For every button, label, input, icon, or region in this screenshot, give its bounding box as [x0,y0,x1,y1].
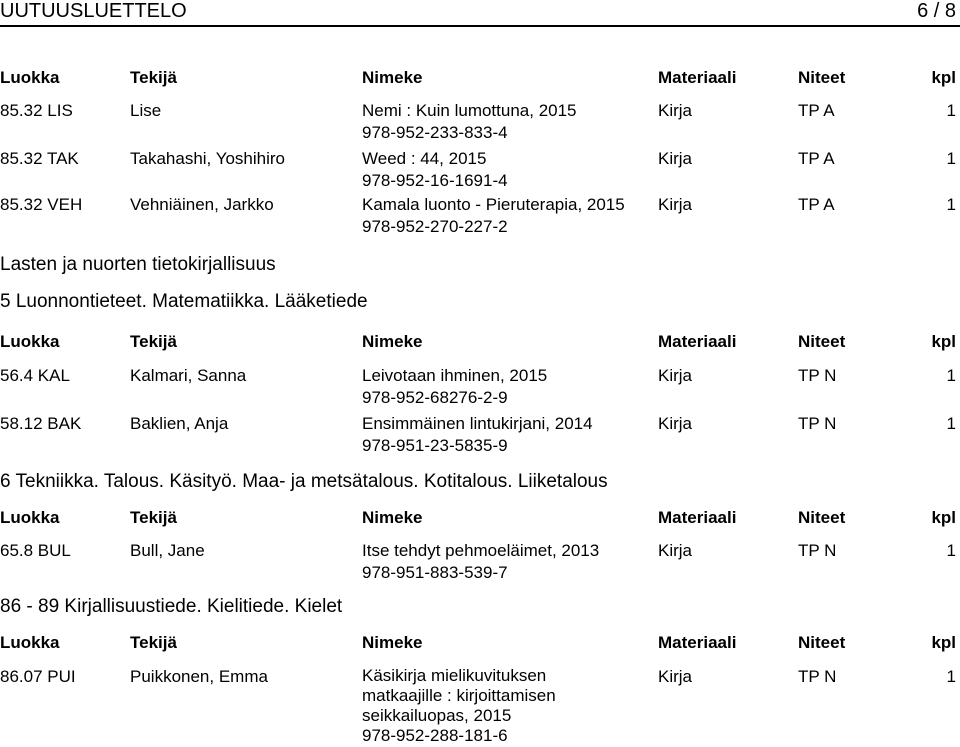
header-rule [0,25,960,27]
table-row [0,540,960,584]
row-title: Kamala luonto - Pieruterapia, 2015 [362,195,625,214]
col-kpl: kpl [931,633,956,652]
row-tekija: Kalmari, Sanna [130,366,247,385]
col-tekija: Tekijä [130,332,177,351]
col-kpl: kpl [931,332,956,351]
row-niteet: TP N [798,667,837,686]
col-nimeke: Nimeke [362,332,423,351]
row-luokka: 85.32 VEH [0,195,83,214]
row-nimeke [362,413,652,457]
section-heading [0,254,960,276]
col-nimeke: Nimeke [362,508,423,527]
col-materiaali: Materiaali [658,332,737,351]
page-header [0,0,960,22]
subsection-86-89 [0,596,960,618]
row-kpl: 1 [946,195,956,214]
row-luokka: 56.4 KAL [0,366,70,385]
column-headers-block [0,331,960,353]
row-tekija: Vehniäinen, Jarkko [130,195,274,214]
col-niteet: Niteet [798,332,846,351]
table-row [0,148,960,192]
row-materiaali: Kirja [658,101,693,120]
row-tekija: Bull, Jane [130,541,205,560]
row-niteet: TP N [798,414,837,433]
col-kpl: kpl [931,508,956,527]
row-kpl: 1 [946,541,956,560]
row-title: Leivotaan ihminen, 2015 [362,366,548,385]
row-isbn: 978-952-233-833-4 [362,123,508,142]
section-title: Lasten ja nuorten tietokirjallisuus [0,254,276,275]
row-materiaali: Kirja [658,414,693,433]
page-number: 6 / 8 [917,0,956,22]
column-headers-block [0,632,960,654]
row-title: Weed : 44, 2015 [362,149,487,168]
row-isbn: 978-951-23-5835-9 [362,436,508,455]
row-luokka: 85.32 LIS [0,101,73,120]
row-kpl: 1 [946,667,956,686]
row-nimeke [362,194,662,238]
col-niteet: Niteet [798,68,846,87]
subsection-title: 6 Tekniikka. Talous. Käsityö. Maa- ja metsätalous. Kotitalous. Liiketalous [0,471,608,492]
row-nimeke [362,540,652,584]
column-headers [0,632,960,654]
row-tekija: Takahashi, Yoshihiro [130,149,286,168]
row-luokka: 86.07 PUI [0,667,76,686]
col-luokka: Luokka [0,68,60,87]
table-row [0,194,960,238]
table-row [0,100,960,144]
row-isbn: 978-952-270-227-2 [362,217,508,236]
row-materiaali: Kirja [658,149,693,168]
column-headers [0,331,960,353]
row-materiaali: Kirja [658,366,693,385]
row-tekija: Puikkonen, Emma [130,667,268,686]
col-materiaali: Materiaali [658,68,737,87]
row-kpl: 1 [946,149,956,168]
table-row [0,365,960,409]
subsection-title: 86 - 89 Kirjallisuustiede. Kielitiede. Kielet [0,596,343,617]
subsection-6 [0,471,960,493]
col-kpl: kpl [931,68,956,87]
col-tekija: Tekijä [130,633,177,652]
row-title: Ensimmäinen lintukirjani, 2014 [362,414,593,433]
row-nimeke [362,100,662,144]
row-kpl: 1 [946,414,956,433]
col-nimeke: Nimeke [362,633,423,652]
row-title: Nemi : Kuin lumottuna, 2015 [362,101,577,120]
row-kpl: 1 [946,366,956,385]
row-luokka: 85.32 TAK [0,149,79,168]
row-nimeke [362,365,652,409]
row-kpl: 1 [946,101,956,120]
col-tekija: Tekijä [130,508,177,527]
col-materiaali: Materiaali [658,633,737,652]
row-materiaali: Kirja [658,195,693,214]
row-title: Itse tehdyt pehmoeläimet, 2013 [362,541,600,560]
col-niteet: Niteet [798,633,846,652]
column-headers [0,507,960,529]
subsection-title: 5 Luonnontieteet. Matematiikka. Lääketiede [0,291,368,312]
row-isbn: 978-952-16-1691-4 [362,171,508,190]
row-isbn: 978-952-68276-2-9 [362,388,508,407]
row-niteet: TP N [798,366,837,385]
row-luokka: 65.8 BUL [0,541,71,560]
subsection-5 [0,291,960,313]
row-niteet: TP N [798,541,837,560]
row-title-line: matkaajille : kirjoittamisen [362,686,556,705]
row-niteet: TP A [798,149,835,168]
row-materiaali: Kirja [658,667,693,686]
row-niteet: TP A [798,101,835,120]
col-luokka: Luokka [0,508,60,527]
row-tekija: Baklien, Anja [130,414,229,433]
col-niteet: Niteet [798,508,846,527]
row-isbn: 978-952-288-181-6 [362,726,508,745]
row-niteet: TP A [798,195,835,214]
catalog-group-85 [0,67,960,89]
col-tekija: Tekijä [130,68,177,87]
row-materiaali: Kirja [658,541,693,560]
col-materiaali: Materiaali [658,508,737,527]
table-row [0,666,960,747]
col-nimeke: Nimeke [362,68,423,87]
row-title-line: seikkailuopas, 2015 [362,706,512,725]
table-row [0,413,960,457]
row-title-line: Käsikirja mielikuvituksen [362,666,547,685]
page-title: UUTUUSLUETTELO [0,0,187,22]
row-isbn: 978-951-883-539-7 [362,563,508,582]
column-headers [0,67,960,89]
row-nimeke [362,148,662,192]
column-headers-block [0,507,960,529]
col-luokka: Luokka [0,332,60,351]
row-tekija: Lise [130,101,162,120]
row-luokka: 58.12 BAK [0,414,82,433]
col-luokka: Luokka [0,633,60,652]
row-nimeke [362,666,652,746]
